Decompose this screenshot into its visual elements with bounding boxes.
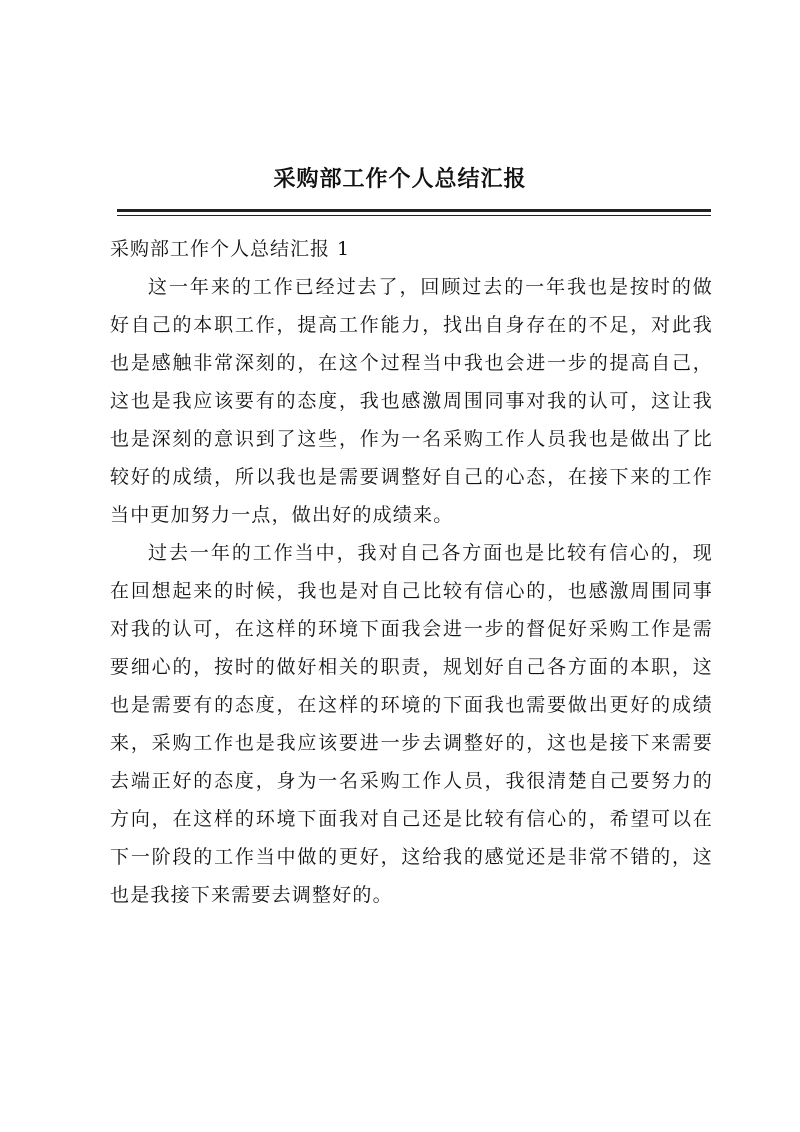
paragraph-1: 这一年来的工作已经过去了，回顾过去的一年我也是按时的做好自己的本职工作，提高工作能力，找出自身存在的不足，对此我也是感触非常深刻的，在这个过程当中我也会进一步的提高自己，这也是我应该要有的态度，我也感激周围同事对我的认可，这让我也是深刻的意识到了这些，作为一名采购工作人员我也是做出了比较好的成绩，所以我也是需要调整好自己的心态，在接下来的工作当中更加努力一点，做出好的成绩来。 — [110, 276, 713, 526]
document-body — [110, 230, 713, 914]
section-heading: 采购部工作个人总结汇报 1 — [110, 238, 351, 260]
title-rule-thin — [117, 215, 711, 216]
paragraph-2: 过去一年的工作当中，我对自己各方面也是比较有信心的，现在回想起来的时候，我也是对自己比较有信心的，也感激周围同事对我的认可，在这样的环境下面我会进一步的督促好采购工作是需要细心的，按时的做好相关的职责，规划好自己各方面的本职，这也是需要有的态度，在这样的环境的下面我也需要做出更好的成绩来，采购工作也是我应该要进一步去调整好的，这也是接下来需要去端正好的态度，身为一名采购工作人员，我很清楚自己要努力的方向，在这样的环境下面我对自己还是比较有信心的，希望可以在下一阶段的工作当中做的更好，这给我的感觉还是非常不错的，这也是我接下来需要去调整好的。 — [110, 542, 713, 906]
document-title: 采购部工作个人总结汇报 — [273, 166, 527, 192]
title-rule-thick — [117, 209, 711, 212]
